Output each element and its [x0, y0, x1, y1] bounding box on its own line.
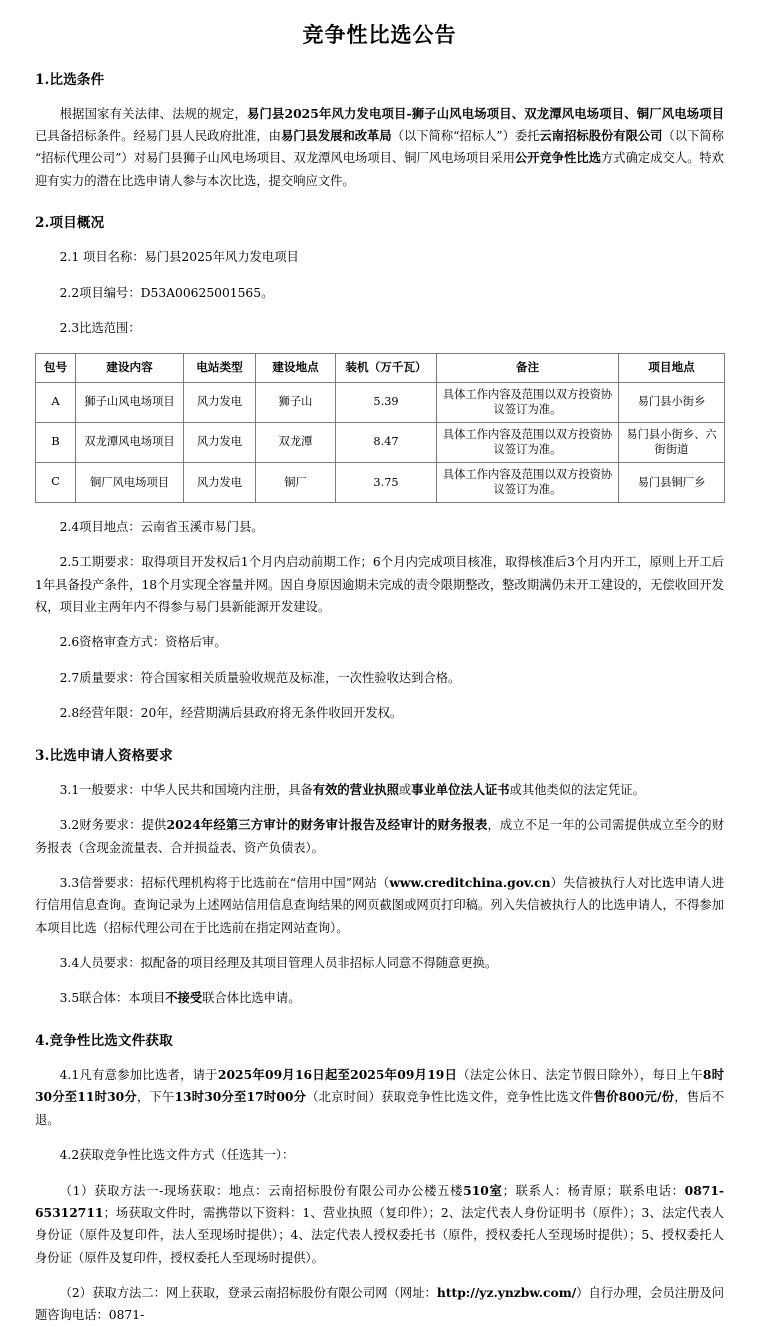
column-header-capacity: 装机（万千瓦） — [336, 353, 437, 382]
text-fragment: ，售后不退。 — [35, 1090, 724, 1127]
cell-capacity: 3.75 — [336, 462, 437, 502]
cell-capacity: 5.39 — [336, 382, 437, 422]
text-fragment: ；场获取文件时，需携带以下资料：1、营业执照（复印件）；2、法定代表人身份证明书（原件）；3、法定代表人身份证（原件及复印件，法人至现场时提供）；4、法定代表人授权委托书（原件，授权委托人至现场时提供）；5、授权委托人身份证（原件及复印件，授权委托人至现场时提供）。 — [35, 1205, 724, 1265]
text-fragment: ，成立不足一年的公司需提供成立至今的财务报表（含现金流量表、合并损益表、资产负债表）。 — [35, 818, 724, 855]
item-project-name: 2.1 项目名称：易门县2025年风力发电项目 — [59, 250, 299, 265]
link-creditchina[interactable]: www.creditchina.gov.cn — [389, 874, 551, 890]
text-emphasis-legal-person-cert: 事业单位法人证书 — [411, 781, 510, 797]
text-fragment: （以下简称“招标人”）委托 — [391, 129, 540, 144]
scope-table — [35, 353, 725, 503]
item-acquisition-methods-label: 4.2获取竞争性比选文件方式（任选其一）： — [59, 1148, 295, 1163]
text-fragment: ）失信被执行人对比选申请人进行信用信息查询。查询记录为上述网站信用信息查询结果的网页截图或网页打印稿。列入失信被执行人的比选申请人，不得参加本项目比选（招标代理公司在于比选前在指定网站查询）。 — [35, 875, 724, 935]
item-scope-label: 2.3比选范围： — [59, 321, 141, 336]
text-fragment: ）自行办理，会员注册及问题咨询电话：0871- — [35, 1286, 724, 1323]
column-header-station-type: 电站类型 — [184, 353, 256, 382]
item-general-requirement — [35, 779, 724, 801]
cell-station-type: 风力发电 — [184, 382, 256, 422]
text-emphasis-tenderer: 易门县发展和改革局 — [280, 128, 392, 144]
text-fragment: 根据国家有关法律、法规的规定， — [59, 106, 248, 121]
section-heading-project-overview: 2.项目概况 — [35, 215, 105, 232]
cell-station-type: 风力发电 — [184, 422, 256, 462]
item-schedule-requirement: 2.5工期要求：取得项目开发权后1个月内启动前期工作；6个月内完成项目核准，取得核准后3个月内开工，原则上开工后1年具备投产条件，18个月实现全容量并网。因自身原因逾期未完成的责令限期整改，整改期满仍未开工建设的，无偿收回开发权，项目业主两年内不得参与易门县新能源开发建设。 — [35, 555, 724, 615]
section-heading-bidding-conditions: 1.比选条件 — [35, 72, 105, 89]
text-emphasis-agency: 云南招标股份有限公司 — [539, 128, 663, 144]
item-operation-period: 2.8经营年限：20年，经营期满后县政府将无条件收回开发权。 — [59, 706, 403, 721]
cell-project-location: 易门县小街乡 — [619, 382, 725, 422]
cell-package: C — [36, 462, 76, 502]
column-header-package: 包号 — [36, 353, 76, 382]
column-header-remark: 备注 — [437, 353, 619, 382]
paragraph-bidding-conditions — [35, 103, 724, 193]
cell-content: 双龙潭风电场项目 — [76, 422, 184, 462]
item-project-number: 2.2项目编号：D53A00625001565。 — [59, 285, 274, 300]
item-qualification-review: 2.6资格审查方式：资格后审。 — [59, 635, 227, 650]
item-financial-requirement — [35, 814, 724, 859]
section-heading-applicant-qualifications: 3.比选申请人资格要求 — [35, 747, 173, 764]
text-emphasis-room-number: 510室 — [463, 1182, 503, 1198]
text-fragment: （法定公休日、法定节假日除外），每日上午 — [457, 1068, 703, 1083]
item-acquisition-method-onsite — [35, 1180, 724, 1270]
item-quality-requirement: 2.7质量要求：符合国家相关质量验收规范及标准，一次性验收达到合格。 — [59, 670, 461, 685]
cell-remark: 具体工作内容及范围以双方投资协议签订为准。 — [437, 422, 619, 462]
text-fragment: （1）获取方法一-现场获取：地点：云南招标股份有限公司办公楼五楼 — [59, 1183, 464, 1198]
item-acquisition-method-online — [35, 1282, 724, 1327]
table-row — [36, 462, 725, 502]
item-consortium-requirement — [35, 987, 724, 1009]
text-fragment: 或 — [398, 782, 412, 797]
item-personnel-requirement: 3.4人员要求：拟配备的项目经理及其项目管理人员非招标人同意不得随意更换。 — [59, 956, 498, 971]
text-emphasis-price: 售价800元/份 — [593, 1089, 675, 1105]
text-fragment: 已具备招标条件。经易门县人民政府批准，由 — [35, 129, 281, 144]
cell-construction-site: 双龙潭 — [256, 422, 336, 462]
text-emphasis-project-name: 易门县2025年风力发电项目-狮子山风电场项目、双龙潭风电场项目、铜厂风电场项目 — [247, 105, 724, 121]
text-emphasis-date-range: 2025年09月16日起至2025年09月19日 — [217, 1067, 458, 1083]
cell-project-location: 易门县铜厂乡 — [619, 462, 725, 502]
column-header-construction-site: 建设地点 — [256, 353, 336, 382]
cell-package: A — [36, 382, 76, 422]
item-acquisition-period — [35, 1064, 724, 1131]
cell-construction-site: 铜厂 — [256, 462, 336, 502]
text-fragment: 3.5联合体：本项目 — [59, 991, 166, 1006]
link-ynzbw[interactable]: http://yz.ynzbw.com/ — [436, 1285, 577, 1301]
cell-content: 狮子山风电场项目 — [76, 382, 184, 422]
cell-content: 铜厂风电场项目 — [76, 462, 184, 502]
document-page — [0, 20, 759, 1327]
text-fragment: 3.3信誉要求：招标代理机构将于比选前在“信用中国”网站（ — [59, 875, 390, 890]
item-project-site: 2.4项目地点：云南省玉溪市易门县。 — [59, 519, 264, 534]
item-credit-requirement — [35, 872, 724, 939]
text-fragment: （2）获取方法二：网上获取，登录云南招标股份有限公司网（网址： — [59, 1286, 437, 1301]
text-fragment: （以下简称“招标代理公司”）对易门县狮子山风电场项目、双龙潭风电场项目、铜厂风电场项目采用 — [35, 129, 724, 166]
cell-capacity: 8.47 — [336, 422, 437, 462]
text-fragment: 3.2财务要求：提供 — [59, 818, 167, 833]
text-emphasis-afternoon-hours: 13时30分至17时00分 — [174, 1089, 307, 1105]
cell-station-type: 风力发电 — [184, 462, 256, 502]
text-emphasis-not-accepted: 不接受 — [165, 990, 203, 1006]
cell-remark: 具体工作内容及范围以双方投资协议签订为准。 — [437, 462, 619, 502]
text-fragment: 或其他类似的法定凭证。 — [509, 782, 645, 797]
page-title: 竞争性比选公告 — [302, 22, 457, 47]
cell-construction-site: 狮子山 — [256, 382, 336, 422]
text-emphasis-contact-phone: 0871-65312711 — [35, 1182, 724, 1220]
section-heading-document-acquisition: 4.竞争性比选文件获取 — [35, 1032, 173, 1049]
text-fragment: ，下午 — [136, 1090, 175, 1105]
text-emphasis-audit-report: 2024年经第三方审计的财务审计报告及经审计的财务报表 — [166, 817, 488, 833]
table-header-row — [36, 353, 725, 382]
text-fragment: ；联系人：杨青原；联系电话： — [502, 1183, 685, 1198]
text-emphasis-morning-hours: 8时30分至11时30分 — [35, 1067, 724, 1105]
cell-package: B — [36, 422, 76, 462]
cell-remark: 具体工作内容及范围以双方投资协议签订为准。 — [437, 382, 619, 422]
cell-project-location: 易门县小街乡、六街街道 — [619, 422, 725, 462]
table-row — [36, 422, 725, 462]
table-row — [36, 382, 725, 422]
scope-table-wrapper — [35, 353, 724, 503]
text-fragment: 联合体比选申请。 — [202, 991, 301, 1006]
text-fragment: 方式确定成交人。特欢迎有实力的潜在比选申请人参与本次比选，提交响应文件。 — [35, 151, 724, 188]
text-fragment: （北京时间）获取竞争性比选文件，竞争性比选文件 — [306, 1090, 594, 1105]
column-header-project-location: 项目地点 — [619, 353, 725, 382]
text-fragment: 3.1一般要求：中华人民共和国境内注册，具备 — [59, 782, 313, 797]
text-fragment: 4.1凡有意参加比选者，请于 — [59, 1068, 218, 1083]
text-emphasis-method: 公开竞争性比选 — [514, 150, 601, 166]
column-header-content: 建设内容 — [76, 353, 184, 382]
text-emphasis-license: 有效的营业执照 — [312, 781, 399, 797]
